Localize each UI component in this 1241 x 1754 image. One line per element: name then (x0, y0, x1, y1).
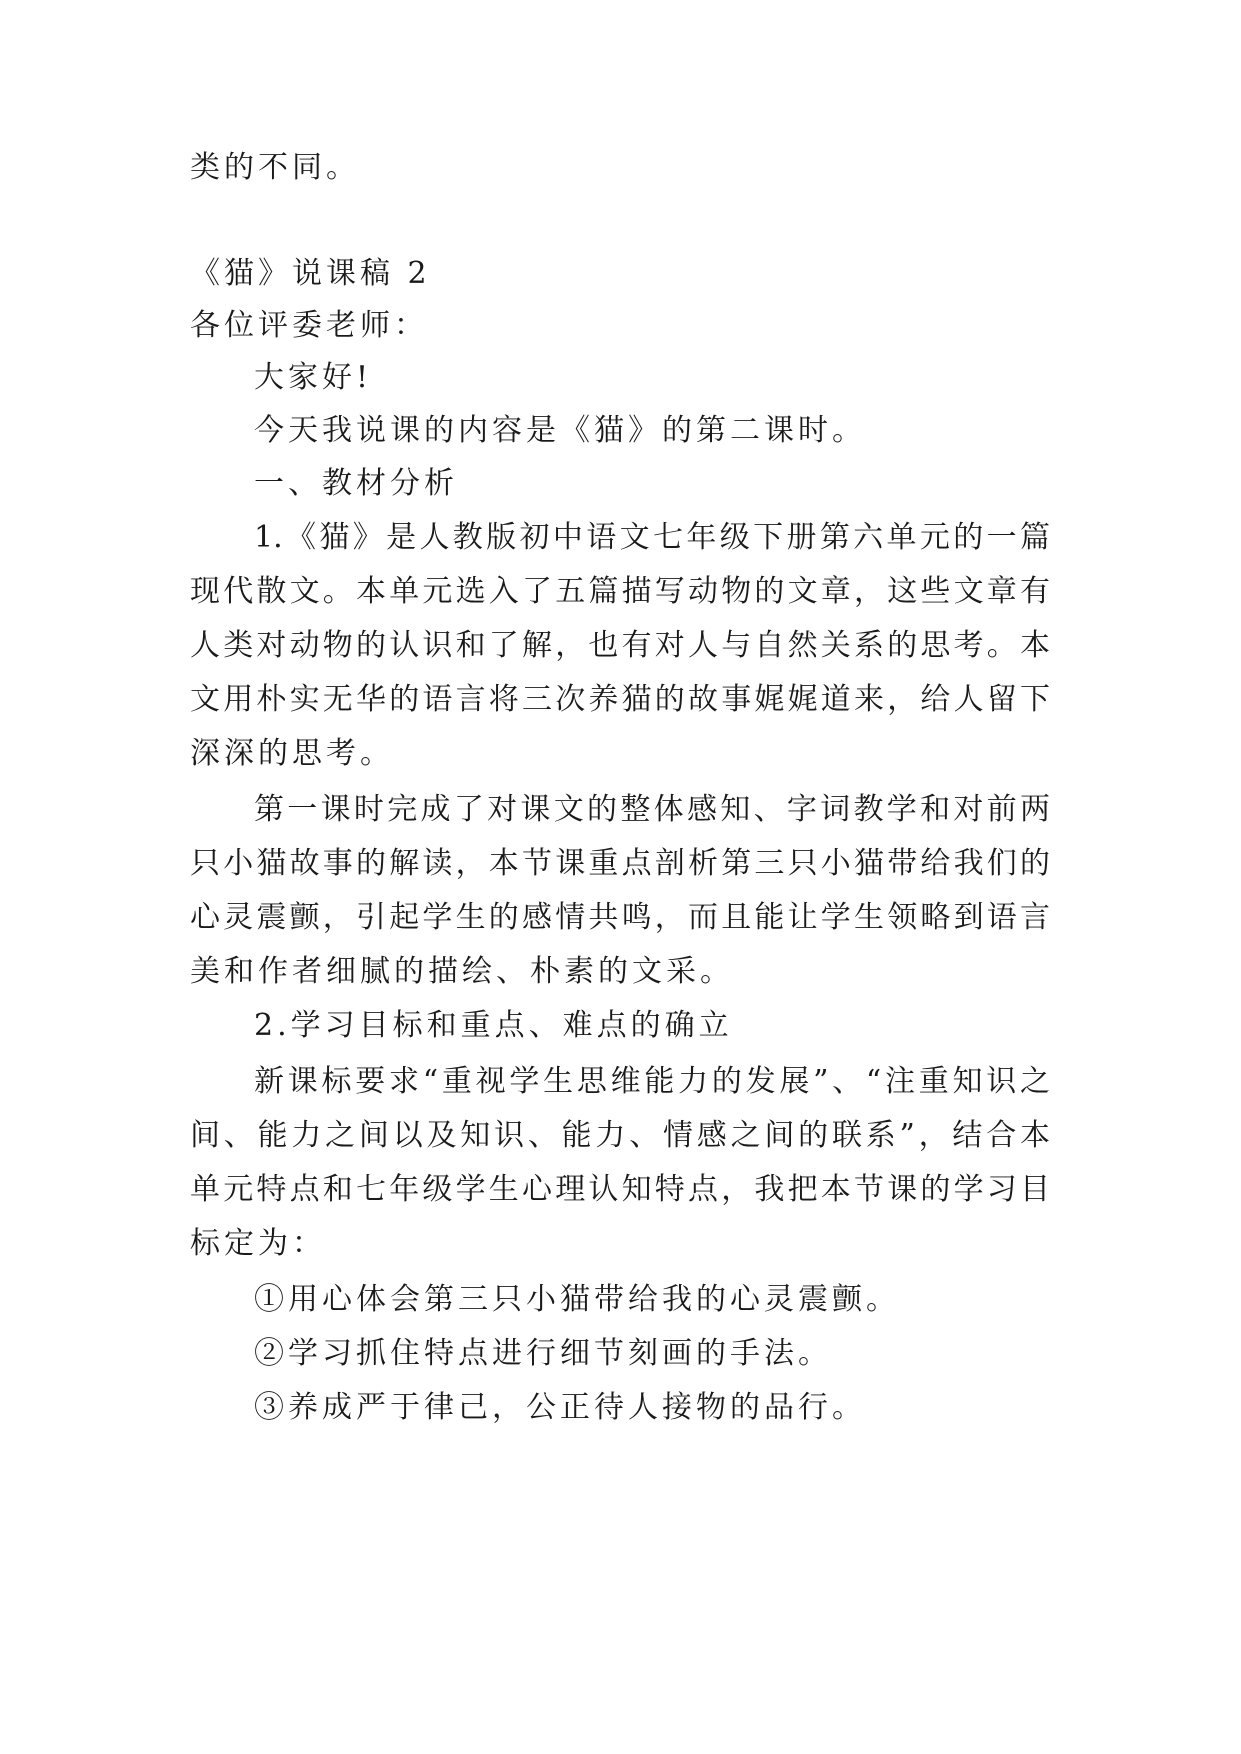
goal-item: ①用心体会第三只小猫带给我的心灵震颤。 (254, 1282, 900, 1317)
salutation: 各位评委老师： (190, 308, 428, 343)
paragraph-line: 只小猫故事的解读，本节课重点剖析第三只小猫带给我们的 (190, 846, 1050, 881)
paragraph-line: 心灵震颤，引起学生的感情共鸣，而且能让学生领略到语言 (190, 900, 1050, 935)
paragraph-line: 间、能力之间以及知识、能力、情感之间的联系”，结合本 (190, 1118, 1050, 1153)
paragraph-line: 标定为： (190, 1226, 326, 1261)
paragraph-line: 新课标要求“重视学生思维能力的发展”、“注重知识之 (254, 1064, 1050, 1099)
paragraph-line: 人类对动物的认识和了解，也有对人与自然关系的思考。本 (190, 628, 1050, 663)
section-heading-learning-goals: 2.学习目标和重点、难点的确立 (254, 1008, 733, 1043)
intro-line: 今天我说课的内容是《猫》的第二课时。 (254, 413, 866, 448)
section-heading-textbook-analysis: 一、教材分析 (254, 466, 458, 501)
paragraph-line: 现代散文。本单元选入了五篇描写动物的文章，这些文章有 (190, 574, 1050, 609)
greeting: 大家好! (254, 360, 373, 395)
goal-item: ③养成严于律己，公正待人接物的品行。 (254, 1390, 866, 1425)
goal-item: ②学习抓住特点进行细节刻画的手法。 (254, 1336, 832, 1371)
paragraph-line: 深深的思考。 (190, 736, 394, 771)
document-title: 《猫》说课稿 2 (190, 256, 431, 291)
continuation-text: 类的不同。 (190, 150, 360, 185)
paragraph-line: 1.《猫》是人教版初中语文七年级下册第六单元的一篇 (254, 520, 1050, 555)
paragraph-line: 单元特点和七年级学生心理认知特点，我把本节课的学习目 (190, 1172, 1050, 1207)
paragraph-line: 文用朴实无华的语言将三次养猫的故事娓娓道来，给人留下 (190, 682, 1050, 717)
paragraph-line: 第一课时完成了对课文的整体感知、字词教学和对前两 (254, 792, 1050, 827)
paragraph-line: 美和作者细腻的描绘、朴素的文采。 (190, 954, 734, 989)
